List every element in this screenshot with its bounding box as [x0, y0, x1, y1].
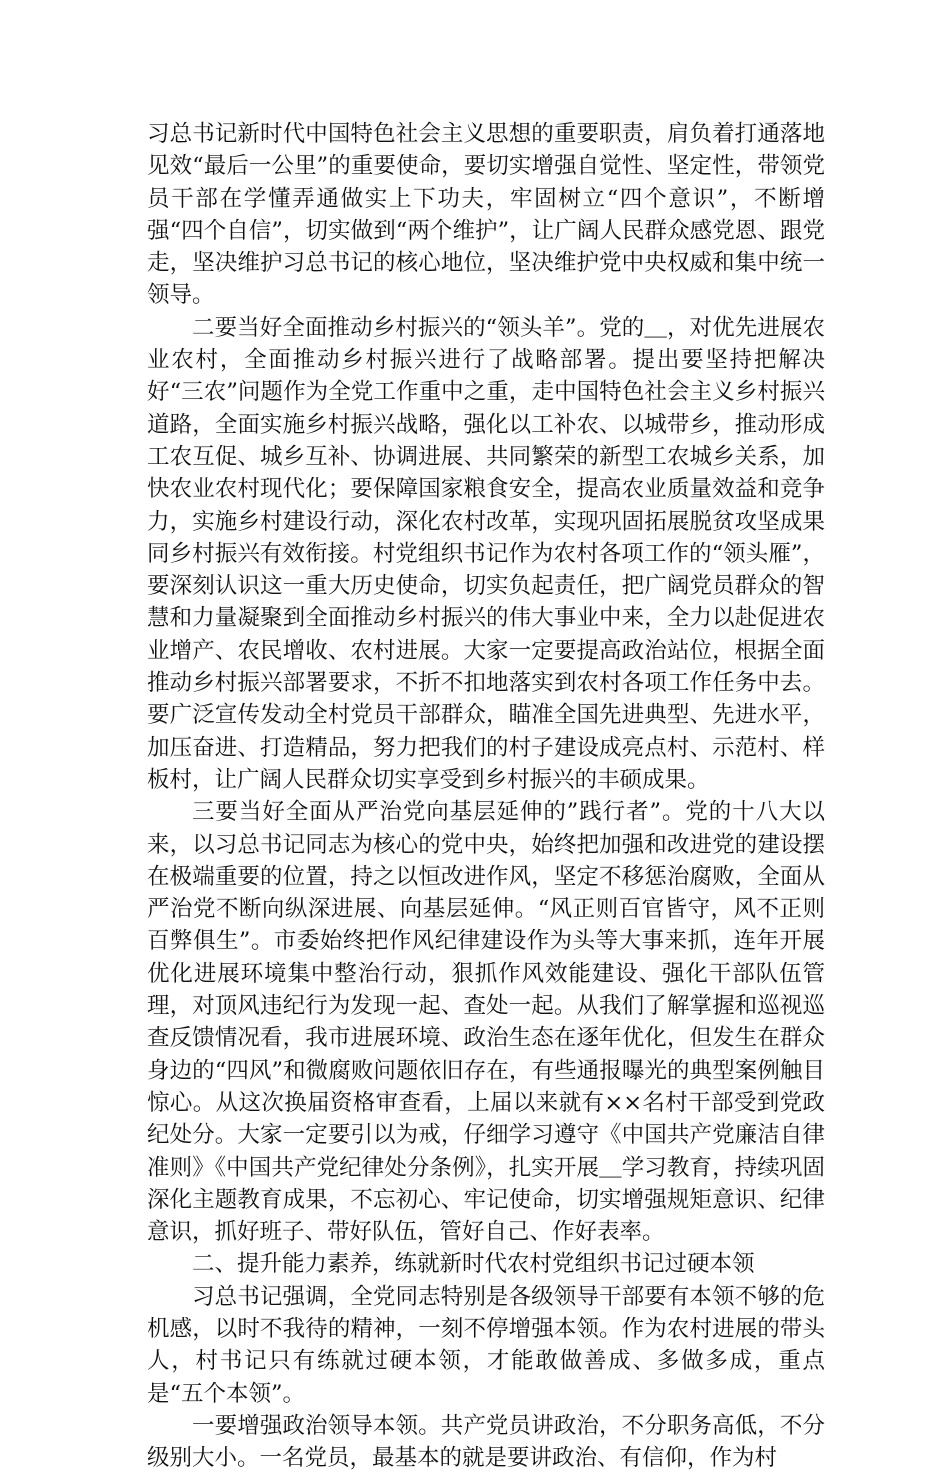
section-heading: 二、提升能力素养，练就新时代农村党组织书记过硬本领 [192, 1251, 755, 1278]
paragraph-political-leadership: 一要增强政治领导本领。共产党员讲政治，不分职务高低，不分级别大小。一名党员，最基本的就是要讲政治、有信仰，作为村 [147, 1412, 825, 1472]
document-page [147, 118, 825, 1474]
paragraph-party-discipline: 三要当好全面从严治党向基层延伸的”践行者”。党的十八大以来，以习总书记同志为核心的党中央，始终把加强和改进党的建设摆在极端重要的位置，持之以恒改进作风，坚定不移惩治腐败，全面从严治党不断向纵深进展、向基层延伸。“风正则百官皆守，风不正则百弊俱生”。市委始终把作风纪律建设作为头等大事来抓，连年开展优化进展环境集中整治行动，狠抓作风效能建设、强化干部队伍管理，对顶风违纪行为发现一起、查处一起。从我们了解掌握和巡视巡查反馈情况看，我市进展环境、政治生态在逐年优化，但发生在群众身边的“四风”和微腐败问题依旧存在，有些通报曝光的典型案例触目惊心。从这次换届资格审查看，上届以来就有××名村干部受到党政纪处分。大家一定要引以为戒，仔细学习遵守《中国共产党廉洁自律准则》《中国共产党纪律处分条例》，扎实开展＿学习教育，持续巩固深化主题教育成果，不忘初心、牢记使命，切实增强规矩意识、纪律意识，抓好班子、带好队伍，管好自己、作好表率。 [147, 799, 825, 1246]
paragraph-continuation: 习总书记新时代中国特色社会主义思想的重要职责，肩负着打通落地见效“最后一公里”的重要使命，要切实增强自觉性、坚定性，带领党员干部在学懂弄通做实上下功夫，牢固树立“四个意识”，不断增强“四个自信”，切实做到“两个维护”，让广阔人民群众感党恩、跟党走，坚决维护习总书记的核心地位，坚决维护党中央权威和集中统一领导。 [147, 121, 825, 309]
paragraph-capability: 习总书记强调，全党同志特别是各级领导干部要有本领不够的危机感，以时不我待的精神，一刻不停增强本领。作为农村进展的带头人，村书记只有练就过硬本领，才能敢做善成、多做多成，重点是“五个本领”。 [147, 1283, 825, 1407]
paragraph-rural-revitalization: 二要当好全面推动乡村振兴的“领头羊”。党的＿，对优先进展农业农村，全面推动乡村振兴进行了战略部署。提出要坚持把解决好“三农”问题作为全党工作重中之重，走中国特色社会主义乡村振兴道路，全面实施乡村振兴战略，强化以工补农、以城带乡，推动形成工农互促、城乡互补、协调进展、共同繁荣的新型工农城乡关系，加快农业农村现代化；要保障国家粮食安全，提高农业质量效益和竞争力，实施乡村建设行动，深化农村改革，实现巩固拓展脱贫攻坚成果同乡村振兴有效衔接。村党组织书记作为农村各项工作的“领头雁”，要深刻认识这一重大历史使命，切实负起责任，把广阔党员群众的智慧和力量凝聚到全面推动乡村振兴的伟大事业中来，全力以赴促进农业增产、农民增收、农村进展。大家一定要提高政治站位，根据全面推动乡村振兴部署要求，不折不扣地落实到农村各项工作任务中去。要广泛宣传发动全村党员干部群众，瞄准全国先进典型、先进水平，加压奋进、打造精品，努力把我们的村子建设成亮点村、示范村、样板村，让广阔人民群众切实享受到乡村振兴的丰硕成果。 [147, 314, 825, 793]
